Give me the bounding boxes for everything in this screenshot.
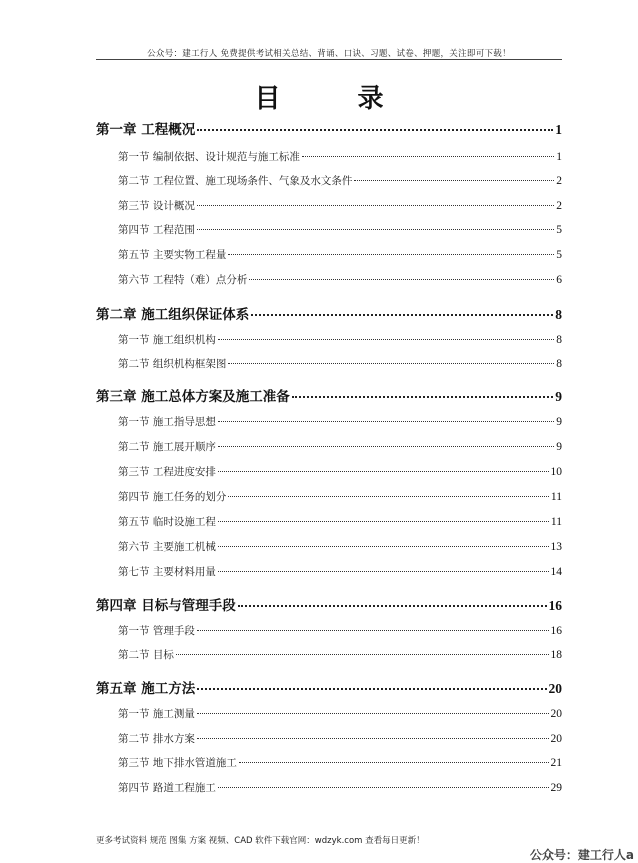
toc-entry-label: 第五节 主要实物工程量 [118, 249, 227, 261]
dot-leader [238, 605, 547, 607]
dot-leader [354, 180, 554, 181]
toc-entry-label: 第五章 施工方法 [96, 681, 196, 697]
toc-page-number: 20 [548, 681, 562, 696]
toc-page-number: 13 [550, 541, 562, 553]
page-header: 公众号：建工行人 免费提供考试相关总结、背诵、口诀、习题、试卷、押题，关注即可下载！ [147, 49, 511, 59]
dot-leader [197, 205, 554, 206]
toc-chapter-entry[interactable] [96, 118, 562, 138]
toc-section-entry[interactable] [96, 539, 562, 554]
dot-leader [197, 129, 553, 131]
toc-section-entry[interactable] [96, 780, 562, 795]
toc-entry-label: 第七节 主要材料用量 [118, 566, 216, 578]
dot-leader [218, 546, 549, 547]
toc-entry-label: 第四节 工程范围 [118, 224, 195, 236]
toc-page-number: 2 [556, 175, 562, 187]
toc-page-number: 10 [550, 466, 562, 478]
toc-page-number: 1 [555, 122, 562, 137]
toc-entry-label: 第三节 工程进度安排 [118, 466, 216, 478]
toc-entry-label: 第一节 管理手段 [118, 625, 195, 637]
toc-entry-label: 第二章 施工组织保证体系 [96, 307, 250, 323]
dot-leader [197, 738, 549, 739]
toc-entry-label: 第二节 目标 [118, 649, 174, 661]
toc-entry-label: 第三节 地下排水管道施工 [118, 757, 237, 769]
toc-chapter-entry[interactable] [96, 677, 562, 697]
dot-leader [239, 762, 549, 763]
toc-page-number: 14 [550, 566, 562, 578]
dot-leader [197, 688, 546, 690]
dot-leader [197, 713, 549, 714]
toc-chapter-entry[interactable] [96, 303, 562, 323]
toc-entry-label: 第二节 排水方案 [118, 733, 195, 745]
toc-page-number: 29 [550, 782, 562, 794]
dot-leader [197, 229, 554, 230]
toc-page-number: 20 [550, 708, 562, 720]
toc-page-number: 20 [550, 733, 562, 745]
toc-page-number: 8 [556, 358, 562, 370]
toc-entry-label: 第三节 设计概况 [118, 200, 195, 212]
toc-entry-label: 第一章 工程概况 [96, 122, 196, 138]
toc-page-number: 8 [556, 334, 562, 346]
dot-leader [176, 654, 549, 655]
toc-page-number: 18 [550, 649, 562, 661]
toc-chapter-entry[interactable] [96, 385, 562, 405]
toc-chapter-entry[interactable] [96, 594, 562, 614]
toc-entry-label: 第三章 施工总体方案及施工准备 [96, 389, 290, 405]
toc-section-entry[interactable] [96, 332, 562, 347]
dot-leader [302, 156, 554, 157]
toc-entry-label: 第六节 主要施工机械 [118, 541, 216, 553]
toc-page-number: 1 [556, 151, 562, 163]
toc-entry-label: 第五节 临时设施工程 [118, 516, 216, 528]
watermark: 公众号：建工行人a [529, 848, 634, 862]
toc-page-number: 9 [555, 389, 562, 404]
dot-leader [197, 630, 549, 631]
toc-entry-label: 第一节 施工指导思想 [118, 416, 216, 428]
toc-page-number: 5 [556, 224, 562, 236]
dot-leader [251, 314, 553, 316]
toc-entry-label: 第四节 路道工程施工 [118, 782, 216, 794]
toc-entry-label: 第四节 施工任务的划分 [118, 491, 227, 503]
toc-section-entry[interactable] [96, 272, 562, 287]
toc-entry-label: 第二节 组织机构框架图 [118, 358, 227, 370]
dot-leader [228, 496, 549, 497]
dot-leader [218, 471, 549, 472]
toc-entry-label: 第一节 施工测量 [118, 708, 195, 720]
toc-page-number: 6 [556, 274, 562, 286]
toc-section-entry[interactable] [96, 706, 562, 721]
toc-page-number: 16 [548, 598, 562, 613]
toc-section-entry[interactable] [96, 623, 562, 638]
toc-section-entry[interactable] [96, 222, 562, 237]
toc-section-entry[interactable] [96, 755, 562, 770]
dot-leader [218, 339, 554, 340]
dot-leader [218, 421, 554, 422]
toc-page-number: 11 [550, 491, 562, 503]
toc-section-entry[interactable] [96, 356, 562, 371]
dot-leader [218, 521, 549, 522]
toc-page-number: 8 [555, 307, 562, 322]
toc-section-entry[interactable] [96, 173, 562, 188]
dot-leader [292, 396, 554, 398]
dot-leader [249, 279, 554, 280]
toc-entry-label: 第四章 目标与管理手段 [96, 598, 236, 614]
toc-entry-label: 第二节 施工展开顺序 [118, 441, 216, 453]
toc-section-entry[interactable] [96, 647, 562, 662]
toc-page-number: 21 [550, 757, 562, 769]
toc-section-entry[interactable] [96, 731, 562, 746]
toc-entry-label: 第一节 编制依据、设计规范与施工标准 [118, 151, 300, 163]
toc-section-entry[interactable] [96, 439, 562, 454]
toc-entry-label: 第二节 工程位置、施工现场条件、气象及水文条件 [118, 175, 353, 187]
toc-page-number: 16 [550, 625, 562, 637]
header-rule [96, 59, 562, 60]
toc-section-entry[interactable] [96, 489, 562, 504]
toc-section-entry[interactable] [96, 414, 562, 429]
toc-section-entry[interactable] [96, 198, 562, 213]
toc-section-entry[interactable] [96, 464, 562, 479]
toc-entry-label: 第六节 工程特（难）点分析 [118, 274, 248, 286]
page-footer: 更多考试资料 规范 图集 方案 视频、CAD 软件下载官网：wdzyk.com 查看每日更新！ [96, 836, 425, 846]
toc-page-number: 9 [556, 416, 562, 428]
dot-leader [228, 363, 554, 364]
toc-page-number: 5 [556, 249, 562, 261]
toc-section-entry[interactable] [96, 564, 562, 579]
toc-page-number: 2 [556, 200, 562, 212]
dot-leader [218, 446, 554, 447]
toc-page-number: 11 [550, 516, 562, 528]
toc-entry-label: 第一节 施工组织机构 [118, 334, 216, 346]
toc-section-entry[interactable] [96, 514, 562, 529]
toc-page-number: 9 [556, 441, 562, 453]
dot-leader [218, 571, 549, 572]
toc-title: 目 录 [254, 84, 418, 114]
dot-leader [228, 254, 554, 255]
toc-section-entry[interactable] [96, 149, 562, 164]
toc-section-entry[interactable] [96, 247, 562, 262]
dot-leader [218, 787, 549, 788]
